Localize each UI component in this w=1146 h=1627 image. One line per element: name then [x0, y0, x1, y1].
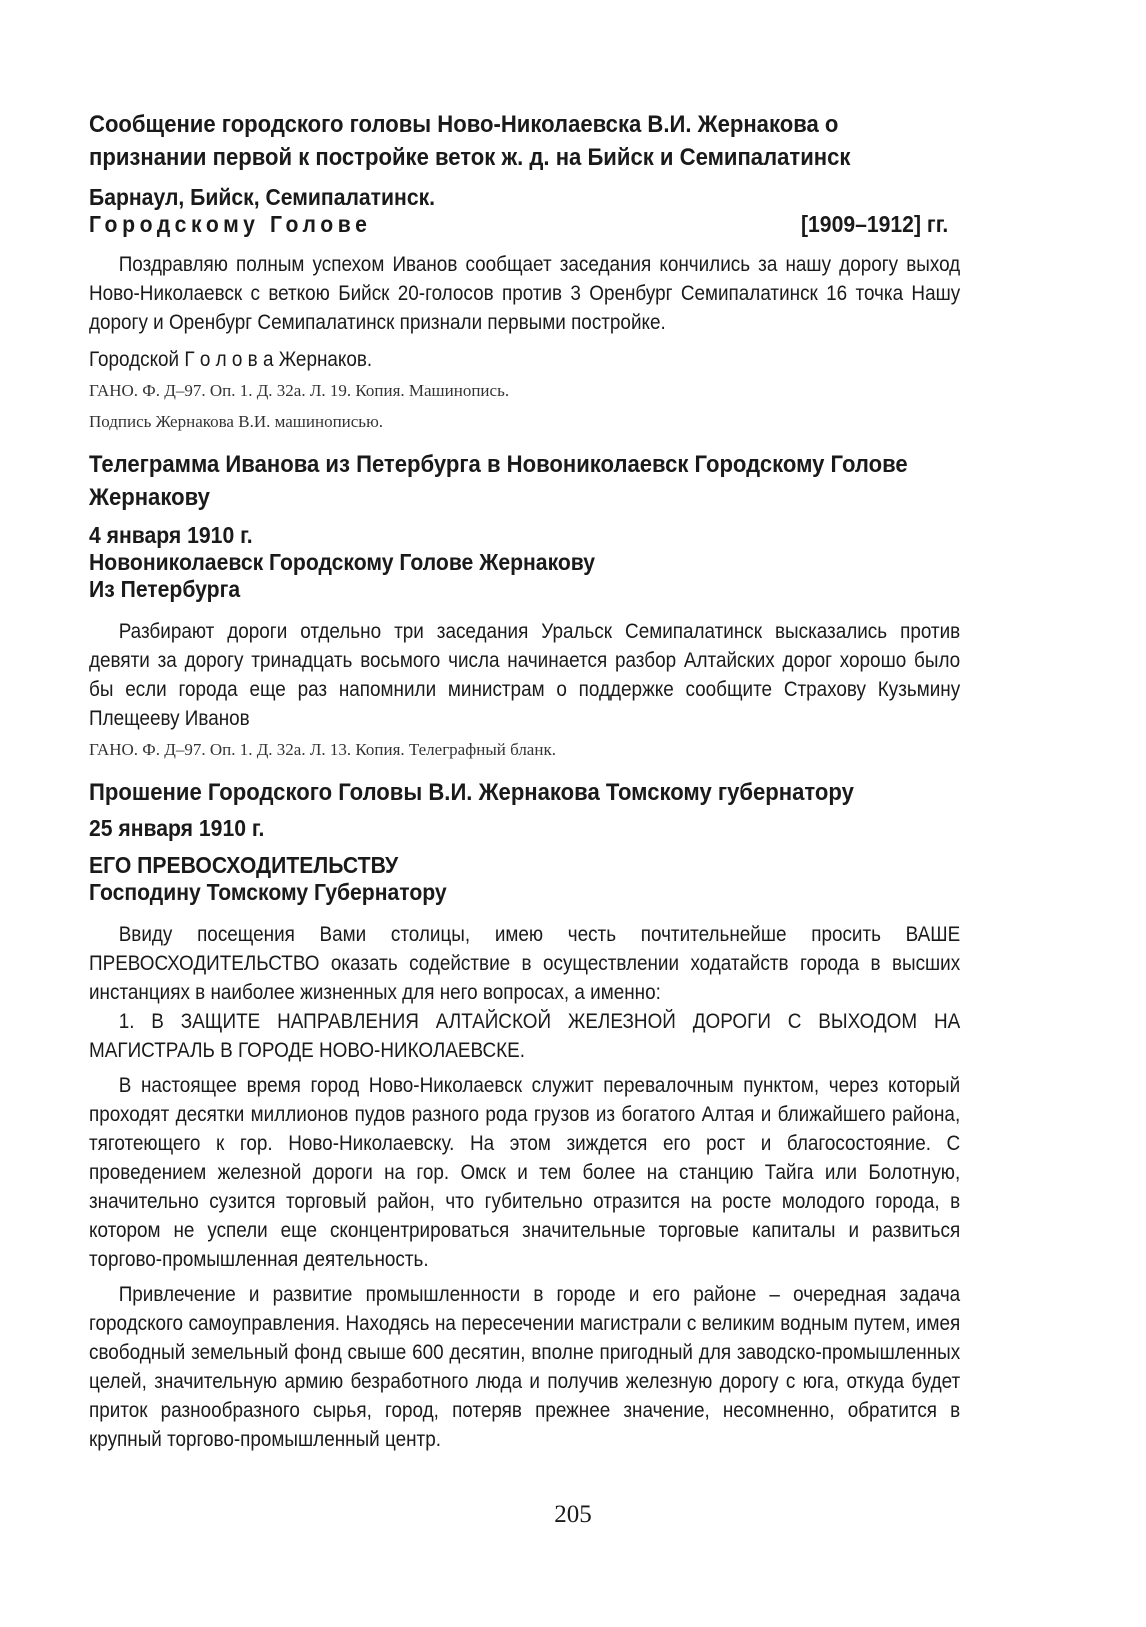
document-1	[89, 108, 968, 434]
document-2	[89, 448, 968, 762]
doc3-salutation-1: ЕГО ПРЕВОСХОДИТЕЛЬСТВУ	[89, 852, 399, 878]
doc3-salutation-2: Господину Томскому Губернатору	[89, 879, 447, 905]
doc3-paragraph-4: Привлечение и развитие промышленности в городе и его районе – очередная задача городского самоуправления. Находясь на пересечении магистрали с великим водным путем, имея свободный земельный фонд свыше 600 десятин, вполне пригодный для заводско-промышленных целей, значительную армию безработного люда и получив железную дорогу с юга, откуда будет приток разнообразного сырья, город, потеряв прежнее значение, несомненно, обратится в крупный торгово-промышленный центр.	[89, 1283, 961, 1451]
doc1-date: [1909–1912] гг.	[800, 211, 949, 237]
doc1-addressee: Городскому Голове	[89, 211, 372, 237]
page-number: 205	[554, 1501, 592, 1528]
doc1-header-row	[89, 211, 948, 238]
document-3	[89, 776, 968, 1454]
doc3-paragraph-2: 1. В ЗАЩИТЕ НАПРАВЛЕНИЯ АЛТАЙСКОЙ ЖЕЛЕЗНОЙ ДОРОГИ С ВЫХОДОМ НА МАГИСТРАЛЬ В ГОРОДЕ НОВО-НИКОЛАЕВСКЕ.	[89, 1010, 961, 1062]
doc2-text: Разбирают дороги отдельно три заседания Уральск Семипалатинск высказались против девяти за дорогу тринадцать восьмого числа начинается разбор Алтайских дорог хорошо было бы если города еще раз напомнили министрам о поддержке сообщите Страхову Кузьмину Плещееву Иванов	[89, 620, 961, 730]
doc3-paragraph-3: В настоящее время город Ново-Николаевск служит перевалочным пунктом, через который проходят десятки миллионов пудов разного рода грузов из богатого Алтая и ближайшего района, тяготеющего к гор. Ново-Николаевску. На этом зиждется его рост и благосостояние. С проведением железной дороги на гор. Омск и тем более на станцию Тайга или Болотную, значительно сузится торговый район, что губительно отразится на росте молодого города, в котором не успели еще сконцентрироваться значительные торговые капиталы и развиться торгово-промышленная деятельность.	[89, 1074, 961, 1271]
doc2-addressee: Новониколаевск Городскому Голове Жернакову	[89, 549, 596, 575]
doc2-date: 4 января 1910 г.	[89, 522, 253, 548]
doc1-text: Поздравляю полным успехом Иванов сообщает заседания кончились за нашу дорогу выход Ново-Николаевск с веткою Бийск 20-голосов против 3 Оренбург Семипалатинск 16 точка Нашу дорогу и Оренбург Семипалатинск признали первыми постройке.	[89, 253, 961, 334]
doc3-date: 25 января 1910 г.	[89, 815, 265, 841]
doc2-from: Из Петербурга	[89, 576, 241, 602]
doc3-title: Прошение Городского Головы В.И. Жернакова Томскому губернатору	[89, 779, 854, 806]
doc1-signature: Городской Г о л о в а Жернаков.	[89, 348, 373, 371]
doc2-title: Телеграмма Иванова из Петербурга в Новониколаевск Городскому Голове Жернакову	[89, 451, 908, 511]
doc1-title: Сообщение городского головы Ново-Николаевска В.И. Жернакова о признании первой к постройке веток ж. д. на Бийск и Семипалатинск	[89, 111, 851, 171]
doc1-place: Барнаул, Бийск, Семипалатинск.	[89, 184, 436, 210]
doc2-source: ГАНО. Ф. Д–97. Оп. 1. Д. 32а. Л. 13. Копия. Телеграфный бланк.	[89, 740, 556, 759]
doc1-source: ГАНО. Ф. Д–97. Оп. 1. Д. 32а. Л. 19. Копия. Машинопись.	[89, 381, 510, 400]
doc3-paragraph-1: Ввиду посещения Вами столицы, имею честь почтительнейше просить ВАШЕ ПРЕВОСХОДИТЕЛЬСТВО оказать содействие в осуществлении ходатайств города в высших инстанциях в наиболее жизненных для него вопросах, а именно:	[89, 923, 961, 1004]
doc1-note: Подпись Жернакова В.И. машинописью.	[89, 412, 384, 431]
